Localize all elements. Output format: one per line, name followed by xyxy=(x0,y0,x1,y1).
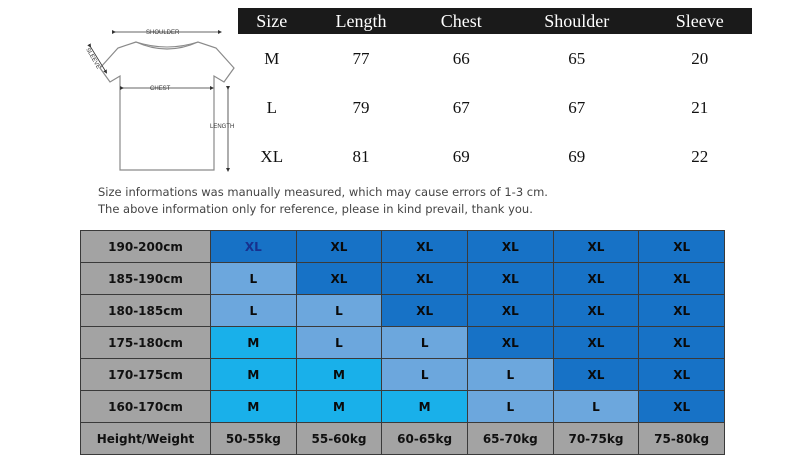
measurement-notes xyxy=(98,184,548,218)
table-row xyxy=(81,327,725,359)
height-range-label: 175-180cm xyxy=(81,327,211,359)
tshirt-outline-icon xyxy=(78,20,248,185)
height-weight-chart xyxy=(80,230,725,455)
size-measurement-table xyxy=(238,8,752,181)
size-cell: L xyxy=(382,327,468,359)
size-cell: XL xyxy=(639,295,725,327)
cell-size: L xyxy=(266,97,277,117)
chest-label: CHEST xyxy=(150,86,171,92)
table-row xyxy=(81,231,725,263)
header-size: Size xyxy=(238,8,306,34)
cell-chest: 69 xyxy=(452,146,470,166)
size-cell: XL xyxy=(553,327,639,359)
height-range-label: 180-185cm xyxy=(81,295,211,327)
height-weight-label: Height/Weight xyxy=(81,423,211,455)
table-row xyxy=(81,391,725,423)
size-cell: XL xyxy=(467,295,553,327)
size-cell: XL xyxy=(639,391,725,423)
cell-sleeve: 20 xyxy=(691,48,709,68)
cell-size: XL xyxy=(260,146,284,166)
weight-range-label: 75-80kg xyxy=(639,423,725,455)
size-cell: M xyxy=(296,391,382,423)
length-label: LENGTH xyxy=(210,124,235,130)
table-row xyxy=(81,295,725,327)
header-length: Length xyxy=(306,8,417,34)
size-cell: M xyxy=(382,391,468,423)
size-cell: M xyxy=(211,391,297,423)
cell-length: 77 xyxy=(352,48,370,68)
size-cell: XL xyxy=(382,231,468,263)
table-row xyxy=(238,132,752,181)
shoulder-label: SHOULDER xyxy=(146,30,180,36)
weight-range-label: 65-70kg xyxy=(467,423,553,455)
weight-range-label: 70-75kg xyxy=(553,423,639,455)
size-cell: XL xyxy=(639,359,725,391)
size-cell: L xyxy=(467,359,553,391)
size-cell: XL xyxy=(467,231,553,263)
header-sleeve: Sleeve xyxy=(647,8,752,34)
note-line-2: The above information only for reference, please in kind prevail, thank you. xyxy=(98,202,533,216)
size-cell: L xyxy=(553,391,639,423)
cell-size: M xyxy=(264,48,280,68)
weight-range-label: 60-65kg xyxy=(382,423,468,455)
cell-sleeve: 21 xyxy=(691,97,709,117)
size-cell: M xyxy=(211,327,297,359)
size-cell: XL xyxy=(553,231,639,263)
size-cell: L xyxy=(382,359,468,391)
size-cell: L xyxy=(296,295,382,327)
cell-length: 79 xyxy=(352,97,370,117)
size-cell: M xyxy=(211,359,297,391)
size-cell: XL xyxy=(553,295,639,327)
height-range-label: 185-190cm xyxy=(81,263,211,295)
size-cell: XL xyxy=(211,231,297,263)
size-cell: XL xyxy=(467,327,553,359)
size-cell: L xyxy=(296,327,382,359)
height-range-label: 160-170cm xyxy=(81,391,211,423)
size-cell: XL xyxy=(296,263,382,295)
size-cell: XL xyxy=(382,263,468,295)
weight-range-label: 55-60kg xyxy=(296,423,382,455)
cell-sleeve: 22 xyxy=(691,146,709,166)
cell-chest: 67 xyxy=(452,97,470,117)
tshirt-diagram xyxy=(78,20,248,185)
size-cell: XL xyxy=(296,231,382,263)
size-cell: XL xyxy=(553,359,639,391)
size-table-header xyxy=(238,8,752,34)
size-cell: XL xyxy=(639,263,725,295)
cell-shoulder: 67 xyxy=(568,97,586,117)
weight-row xyxy=(81,423,725,455)
header-shoulder: Shoulder xyxy=(506,8,648,34)
table-row xyxy=(238,83,752,132)
size-cell: XL xyxy=(553,263,639,295)
table-row xyxy=(238,34,752,83)
table-row xyxy=(81,359,725,391)
cell-shoulder: 65 xyxy=(568,48,586,68)
cell-shoulder: 69 xyxy=(568,146,586,166)
size-cell: XL xyxy=(467,263,553,295)
cell-chest: 66 xyxy=(452,48,470,68)
size-cell: XL xyxy=(382,295,468,327)
height-range-label: 170-175cm xyxy=(81,359,211,391)
size-cell: M xyxy=(296,359,382,391)
size-cell: L xyxy=(211,263,297,295)
weight-range-label: 50-55kg xyxy=(211,423,297,455)
table-row xyxy=(81,263,725,295)
size-cell: L xyxy=(211,295,297,327)
sleeve-label: SLEEVE xyxy=(84,47,102,71)
note-line-1: Size informations was manually measured, which may cause errors of 1-3 cm. xyxy=(98,185,548,199)
size-cell: XL xyxy=(639,231,725,263)
height-range-label: 190-200cm xyxy=(81,231,211,263)
cell-length: 81 xyxy=(352,146,370,166)
size-cell: L xyxy=(467,391,553,423)
header-chest: Chest xyxy=(417,8,506,34)
size-cell: XL xyxy=(639,327,725,359)
